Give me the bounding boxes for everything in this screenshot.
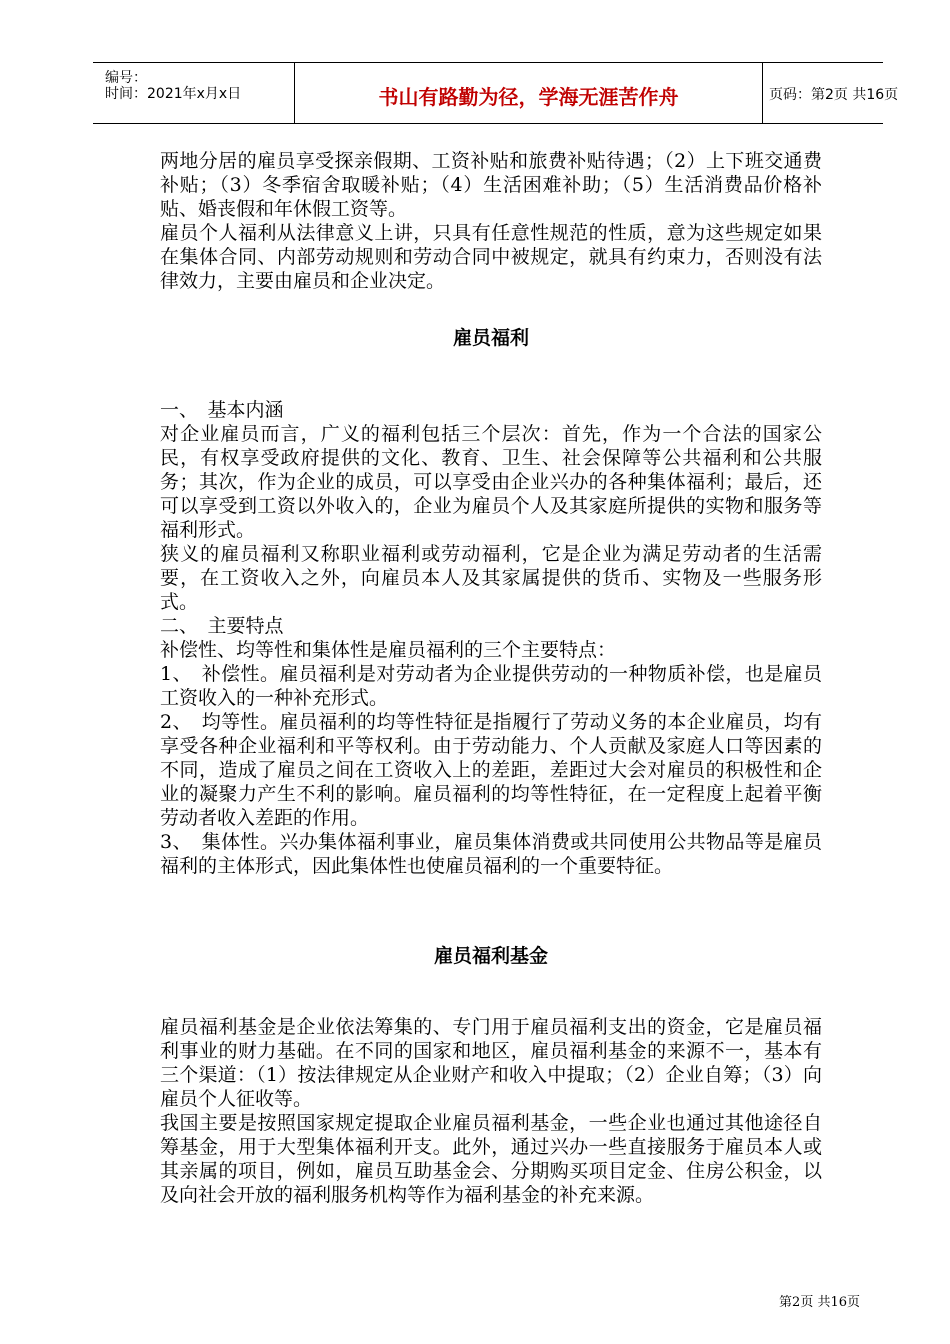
subheading: 一、 基本内涵 — [160, 399, 284, 421]
footer-page-number: 第2页 共16页 — [779, 1295, 860, 1310]
header-page-cell — [763, 63, 899, 123]
header-motto-cell — [295, 63, 763, 123]
intro-section — [160, 149, 822, 293]
time-label: 时间：2021年x月x日 — [105, 86, 242, 102]
header-meta-cell — [93, 63, 295, 123]
paragraph: 雇员个人福利从法律意义上讲，只具有任意性规范的性质，意为这些规定如果在集体合同、内部劳动规则和劳动合同中被规定，就具有约束力，否则没有法律效力，主要由雇员和企业决定。 — [160, 222, 822, 292]
code-label: 编号： — [105, 70, 147, 86]
paragraph: 我国主要是按照国家规定提取企业雇员福利基金，一些企业也通过其他途径自筹基金，用于大型集体福利开支。此外，通过兴办一些直接服务于雇员本人或其亲属的项目，例如，雇员互助基金会、分期购买项目定金、住房公积金，以及向社会开放的福利服务机构等作为福利基金的补充来源。 — [160, 1112, 822, 1206]
paragraph: 两地分居的雇员享受探亲假期、工资补贴和旅费补贴待遇；（2）上下班交通费补贴；（3）冬季宿舍取暖补贴；（4）生活困难补助；（5）生活消费品价格补贴、婚丧假和年休假工资等。 — [160, 150, 822, 220]
header-page-number: 页码：第2页 共16页 — [769, 87, 899, 103]
fund-section — [160, 1015, 822, 1207]
section-heading-welfare: 雇员福利 — [452, 327, 529, 349]
list-item: 3、 集体性。兴办集体福利事业，雇员集体消费或共同使用公共物品等是雇员福利的主体形式，因此集体性也使雇员福利的一个重要特征。 — [160, 831, 822, 877]
paragraph: 狭义的雇员福利又称职业福利或劳动福利，它是企业为满足劳动者的生活需要，在工资收入之外，向雇员本人及其家属提供的货币、实物及一些服务形式。 — [160, 543, 822, 613]
paragraph: 补偿性、均等性和集体性是雇员福利的三个主要特点： — [160, 639, 617, 661]
welfare-section — [160, 398, 822, 878]
page-header — [93, 62, 899, 124]
list-item: 1、 补偿性。雇员福利是对劳动者为企业提供劳动的一种物质补偿，也是雇员工资收入的一种补充形式。 — [160, 663, 822, 709]
paragraph: 雇员福利基金是企业依法筹集的、专门用于雇员福利支出的资金，它是雇员福利事业的财力基础。在不同的国家和地区，雇员福利基金的来源不一，基本有三个渠道：（1）按法律规定从企业财产和收入中提取；（2）企业自筹；（3）向雇员个人征收等。 — [160, 1016, 822, 1110]
section-heading-fund: 雇员福利基金 — [433, 945, 548, 967]
subheading: 二、 主要特点 — [160, 615, 284, 637]
paragraph: 对企业雇员而言，广义的福利包括三个层次：首先，作为一个合法的国家公民，有权享受政府提供的文化、教育、卫生、社会保障等公共福利和公共服务；其次，作为企业的成员，可以享受由企业兴办的各种集体福利；最后，还可以享受到工资以外收入的，企业为雇员个人及其家庭所提供的实物和服务等福利形式。 — [160, 423, 822, 541]
motto-text: 书山有路勤为径，学海无涯苦作舟 — [378, 85, 679, 109]
list-item: 2、 均等性。雇员福利的均等性特征是指履行了劳动义务的本企业雇员，均有享受各种企业福利和平等权利。由于劳动能力、个人贡献及家庭人口等因素的不同，造成了雇员之间在工资收入上的差距，差距过大会对雇员的积极性和企业的凝聚力产生不利的影响。雇员福利的均等性特征，在一定程度上起着平衡劳动者收入差距的作用。 — [160, 711, 822, 829]
